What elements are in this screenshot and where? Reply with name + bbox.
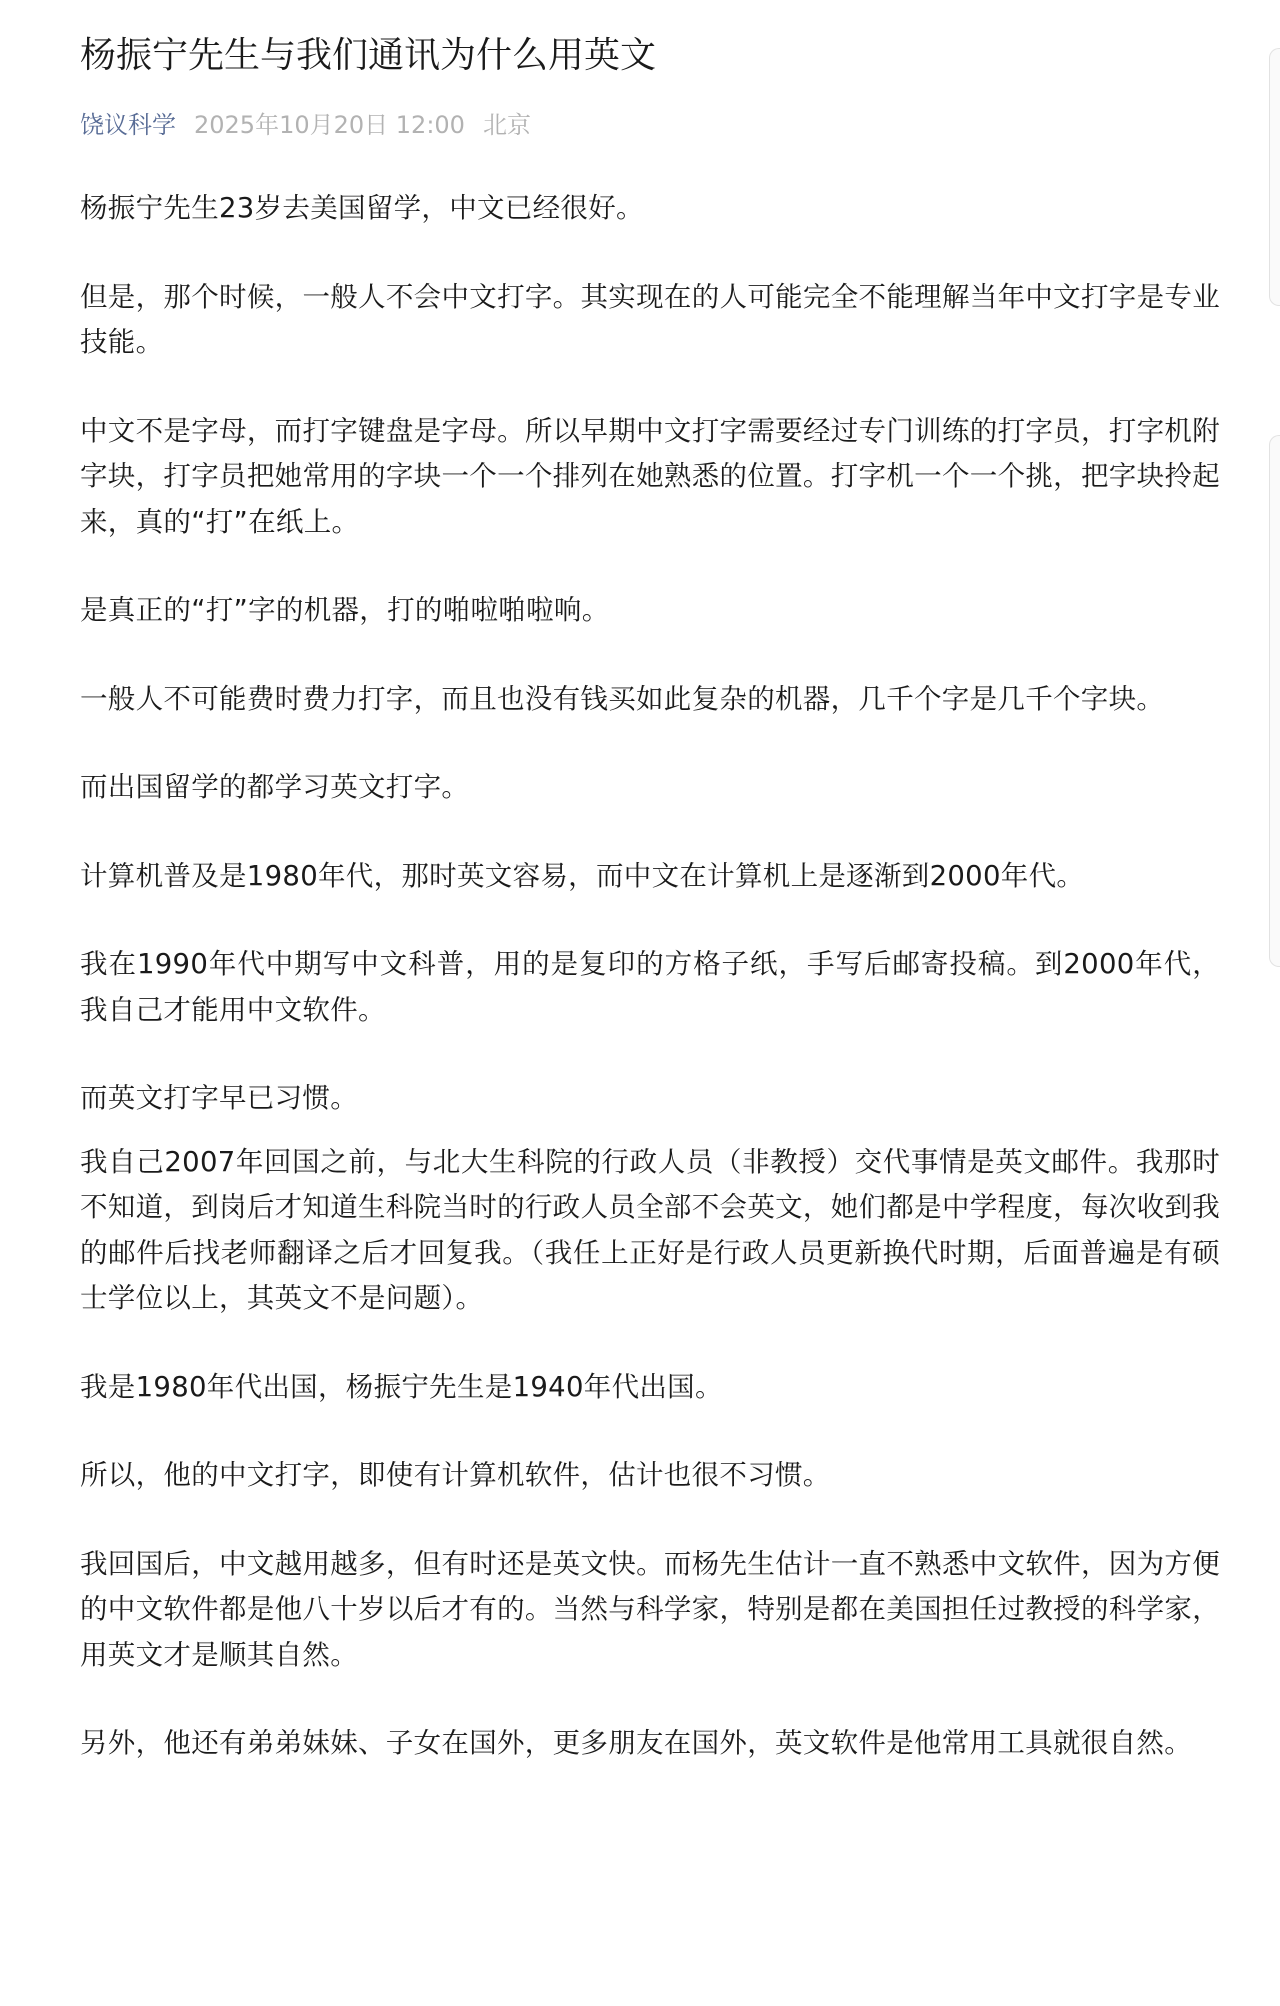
- paragraph: 计算机普及是1980年代，那时英文容易，而中文在计算机上是逐渐到2000年代。: [80, 859, 1085, 892]
- paragraph: 我在1990年代中期写中文科普，用的是复印的方格子纸，手写后邮寄投稿。到2000年代，我自己才能用中文软件。: [80, 948, 1220, 1026]
- article: [80, 30, 1220, 1810]
- paragraph: 中文不是字母，而打字键盘是字母。所以早期中文打字需要经过专门训练的打字员，打字机附字块，打字员把她常用的字块一个一个排列在她熟悉的位置。打字机一个一个挑，把字块拎起来，真的“打”在纸上。: [80, 414, 1220, 538]
- paragraph: 但是，那个时候，一般人不会中文打字。其实现在的人可能完全不能理解当年中文打字是专业技能。: [80, 280, 1220, 358]
- paragraph: 我自己2007年回国之前，与北大生科院的行政人员（非教授）交代事情是英文邮件。我那时不知道，到岗后才知道生科院当时的行政人员全部不会英文，她们都是中学程度，每次收到我的邮件后找老师翻译之后才回复我。（我任上正好是行政人员更新换代时期，后面普遍是有硕士学位以上，其英文不是问题）。: [80, 1145, 1220, 1314]
- paragraph: 我回国后，中文越用越多，但有时还是英文快。而杨先生估计一直不熟悉中文软件，因为方便的中文软件都是他八十岁以后才有的。当然与科学家，特别是都在美国担任过教授的科学家，用英文才是顺其自然。: [80, 1547, 1220, 1671]
- paragraph: 而英文打字早已习惯。: [80, 1082, 358, 1114]
- paragraph: 是真正的“打”字的机器，打的啪啦啪啦响。: [80, 594, 610, 626]
- paragraph: 我是1980年代出国，杨振宁先生是1940年代出国。: [80, 1370, 723, 1403]
- account-name-link[interactable]: 饶议科学: [80, 111, 176, 139]
- paragraph: 一般人不可能费时费力打字，而且也没有钱买如此复杂的机器，几千个字是几千个字块。: [80, 682, 1165, 715]
- paragraph: 所以，他的中文打字，即使有计算机软件，估计也很不习惯。: [80, 1459, 831, 1491]
- publish-location: 北京: [482, 111, 531, 139]
- scroll-indicator-top: [1269, 48, 1280, 306]
- article-meta: [80, 109, 1220, 141]
- paragraph: 另外，他还有弟弟妹妹、子女在国外，更多朋友在国外，英文软件是他常用工具就很自然。: [80, 1727, 1192, 1759]
- scroll-indicator-middle: [1269, 435, 1280, 967]
- article-title: 杨振宁先生与我们通讯为什么用英文: [80, 35, 657, 76]
- paragraph: 杨振宁先生23岁去美国留学，中文已经很好。: [80, 192, 644, 224]
- article-content: [80, 186, 1220, 1767]
- paragraph: 而出国留学的都学习英文打字。: [80, 771, 470, 803]
- publish-date: 2025年10月20日 12:00: [194, 111, 465, 139]
